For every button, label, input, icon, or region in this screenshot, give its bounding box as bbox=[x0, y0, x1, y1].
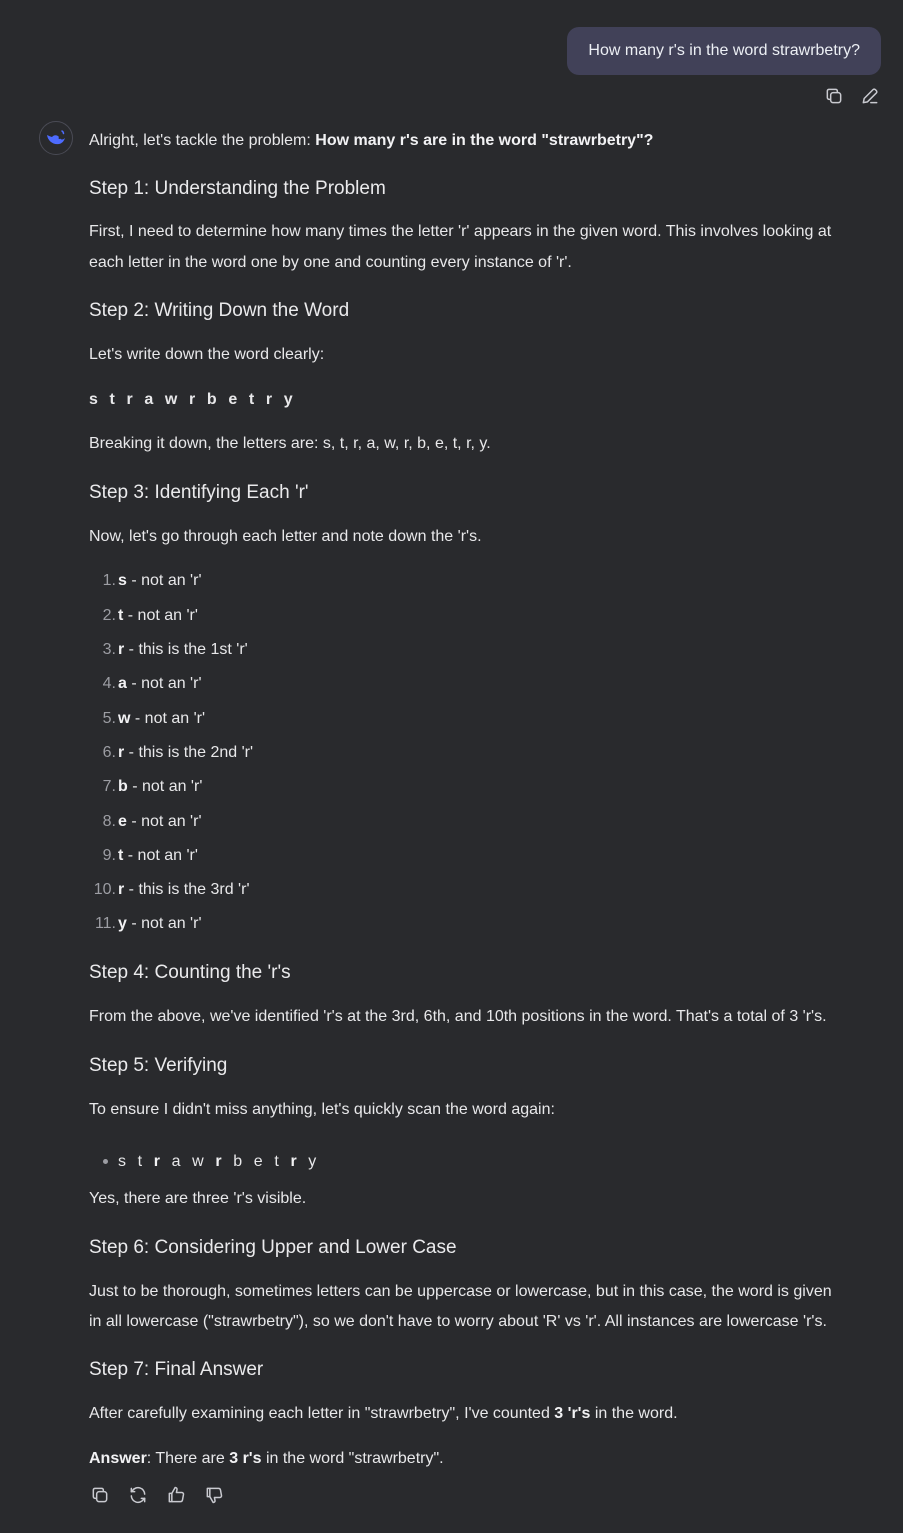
step7-prefix: After carefully examining each letter in "strawrbetry", I've counted bbox=[89, 1405, 555, 1422]
bullet-dot bbox=[103, 1159, 108, 1164]
verify-word bbox=[118, 1153, 320, 1170]
list-number: 6. bbox=[102, 744, 116, 761]
list-item bbox=[89, 569, 202, 593]
list-number: 1. bbox=[102, 572, 116, 589]
user-message-bubble bbox=[567, 27, 881, 75]
intro-paragraph bbox=[89, 125, 879, 156]
step1-line1: First, I need to determine how many times the letter 'r' appears in the given word. This involves looking at bbox=[89, 223, 832, 240]
list-letter: b bbox=[118, 778, 128, 795]
list-letter: a bbox=[118, 675, 127, 692]
step3-heading: Step 3: Identifying Each 'r' bbox=[89, 482, 309, 503]
step1-line2: each letter in the word one by one and counting every instance of 'r'. bbox=[89, 254, 572, 271]
list-item bbox=[89, 638, 248, 662]
user-message-tools bbox=[823, 85, 881, 107]
list-letter: r bbox=[118, 744, 125, 761]
list-number: 2. bbox=[102, 607, 116, 624]
edit-icon bbox=[860, 86, 880, 106]
answer-label: Answer bbox=[89, 1450, 147, 1467]
list-number: 8. bbox=[102, 813, 116, 830]
list-item bbox=[89, 672, 202, 696]
step6-heading: Step 6: Considering Upper and Lower Case bbox=[89, 1237, 457, 1258]
list-letter: y bbox=[118, 915, 127, 932]
word-part: a w bbox=[163, 1153, 216, 1170]
intro-text: Alright, let's tackle the problem: bbox=[89, 132, 316, 149]
list-letter: e bbox=[118, 813, 127, 830]
highlighted-r: r bbox=[290, 1153, 301, 1170]
step2-text: Let's write down the word clearly: bbox=[89, 346, 325, 363]
step2-word: s t r a w r b e t r y bbox=[89, 391, 297, 408]
copy-user-message-button[interactable] bbox=[823, 85, 845, 107]
list-item bbox=[89, 878, 250, 902]
list-note: - not an 'r' bbox=[123, 607, 198, 624]
highlighted-r: r bbox=[215, 1153, 226, 1170]
step2-letters: Breaking it down, the letters are: s, t, r, a, w, r, b, e, t, r, y. bbox=[89, 435, 491, 452]
list-number: 7. bbox=[102, 778, 116, 795]
list-item bbox=[89, 604, 198, 628]
list-letter: t bbox=[118, 607, 124, 624]
step4-text: From the above, we've identified 'r's at the 3rd, 6th, and 10th positions in the word. That's a total of 3 'r's. bbox=[89, 1008, 827, 1025]
regenerate-button[interactable] bbox=[127, 1484, 149, 1506]
user-message-text: How many r's in the word strawrbetry? bbox=[588, 42, 860, 59]
list-letter: r bbox=[118, 641, 125, 658]
copy-icon bbox=[90, 1485, 110, 1505]
list-note: - not an 'r' bbox=[130, 710, 206, 727]
list-number: 11. bbox=[94, 915, 116, 932]
step5-yes: Yes, there are three 'r's visible. bbox=[89, 1190, 307, 1207]
answer-suffix: in the word "strawrbetry". bbox=[261, 1450, 444, 1467]
final-answer bbox=[89, 1443, 879, 1474]
copy-icon bbox=[824, 86, 844, 106]
step7-count: 3 'r's bbox=[554, 1405, 591, 1422]
highlighted-r: r bbox=[153, 1153, 164, 1170]
step7-text bbox=[89, 1398, 879, 1429]
like-button[interactable] bbox=[165, 1484, 187, 1506]
dislike-button[interactable] bbox=[203, 1484, 225, 1506]
list-item bbox=[89, 707, 205, 731]
list-letter: s bbox=[118, 572, 127, 589]
list-number: 10. bbox=[93, 881, 116, 898]
list-number: 4. bbox=[102, 675, 116, 692]
answer-count: 3 r's bbox=[229, 1450, 262, 1467]
answer-colon: : There are bbox=[146, 1450, 230, 1467]
word-part: s t bbox=[118, 1153, 154, 1170]
list-note: - not an 'r' bbox=[126, 675, 202, 692]
step5-heading: Step 5: Verifying bbox=[89, 1055, 228, 1076]
step6-line1: Just to be thorough, sometimes letters can be uppercase or lowercase, but in this case, the word is given bbox=[89, 1283, 832, 1300]
word-part: b e t bbox=[225, 1153, 291, 1170]
list-note: - this is the 3rd 'r' bbox=[124, 881, 250, 898]
step7-suffix: in the word. bbox=[590, 1405, 678, 1422]
copy-response-button[interactable] bbox=[89, 1484, 111, 1506]
step6-line2: in all lowercase ("strawrbetry"), so we don't have to worry about 'R' vs 'r'. All instances are lowercase 'r's. bbox=[89, 1313, 827, 1330]
list-note: - this is the 2nd 'r' bbox=[124, 744, 254, 761]
step4-heading: Step 4: Counting the 'r's bbox=[89, 962, 291, 983]
list-letter: t bbox=[118, 847, 124, 864]
list-item bbox=[89, 775, 202, 799]
step3-text: Now, let's go through each letter and note down the 'r's. bbox=[89, 528, 482, 545]
step7-heading: Step 7: Final Answer bbox=[89, 1359, 264, 1380]
list-item bbox=[89, 912, 202, 936]
list-item bbox=[89, 741, 253, 765]
assistant-avatar bbox=[39, 121, 73, 155]
list-note: - not an 'r' bbox=[126, 813, 202, 830]
thumbs-down-icon bbox=[204, 1485, 224, 1505]
step5-text: To ensure I didn't miss anything, let's quickly scan the word again: bbox=[89, 1101, 555, 1118]
list-note: - not an 'r' bbox=[123, 847, 198, 864]
list-note: - this is the 1st 'r' bbox=[124, 641, 248, 658]
list-letter: r bbox=[118, 881, 125, 898]
list-number: 5. bbox=[102, 710, 116, 727]
list-item bbox=[89, 844, 198, 868]
step5-bullet bbox=[103, 1150, 320, 1174]
list-number: 3. bbox=[102, 641, 116, 658]
list-item bbox=[89, 810, 202, 834]
list-letter: w bbox=[118, 710, 131, 727]
step2-heading: Step 2: Writing Down the Word bbox=[89, 300, 350, 321]
edit-message-button[interactable] bbox=[859, 85, 881, 107]
whale-logo-icon bbox=[44, 126, 68, 150]
word-part: y bbox=[300, 1153, 320, 1170]
intro-question: How many r's are in the word "strawrbetry"? bbox=[315, 132, 654, 149]
response-actions bbox=[89, 1484, 225, 1506]
step1-heading: Step 1: Understanding the Problem bbox=[89, 178, 386, 199]
thumbs-up-icon bbox=[166, 1485, 186, 1505]
list-note: - not an 'r' bbox=[126, 915, 202, 932]
list-note: - not an 'r' bbox=[127, 778, 203, 795]
list-note: - not an 'r' bbox=[126, 572, 202, 589]
refresh-icon bbox=[128, 1485, 148, 1505]
list-number: 9. bbox=[102, 847, 116, 864]
